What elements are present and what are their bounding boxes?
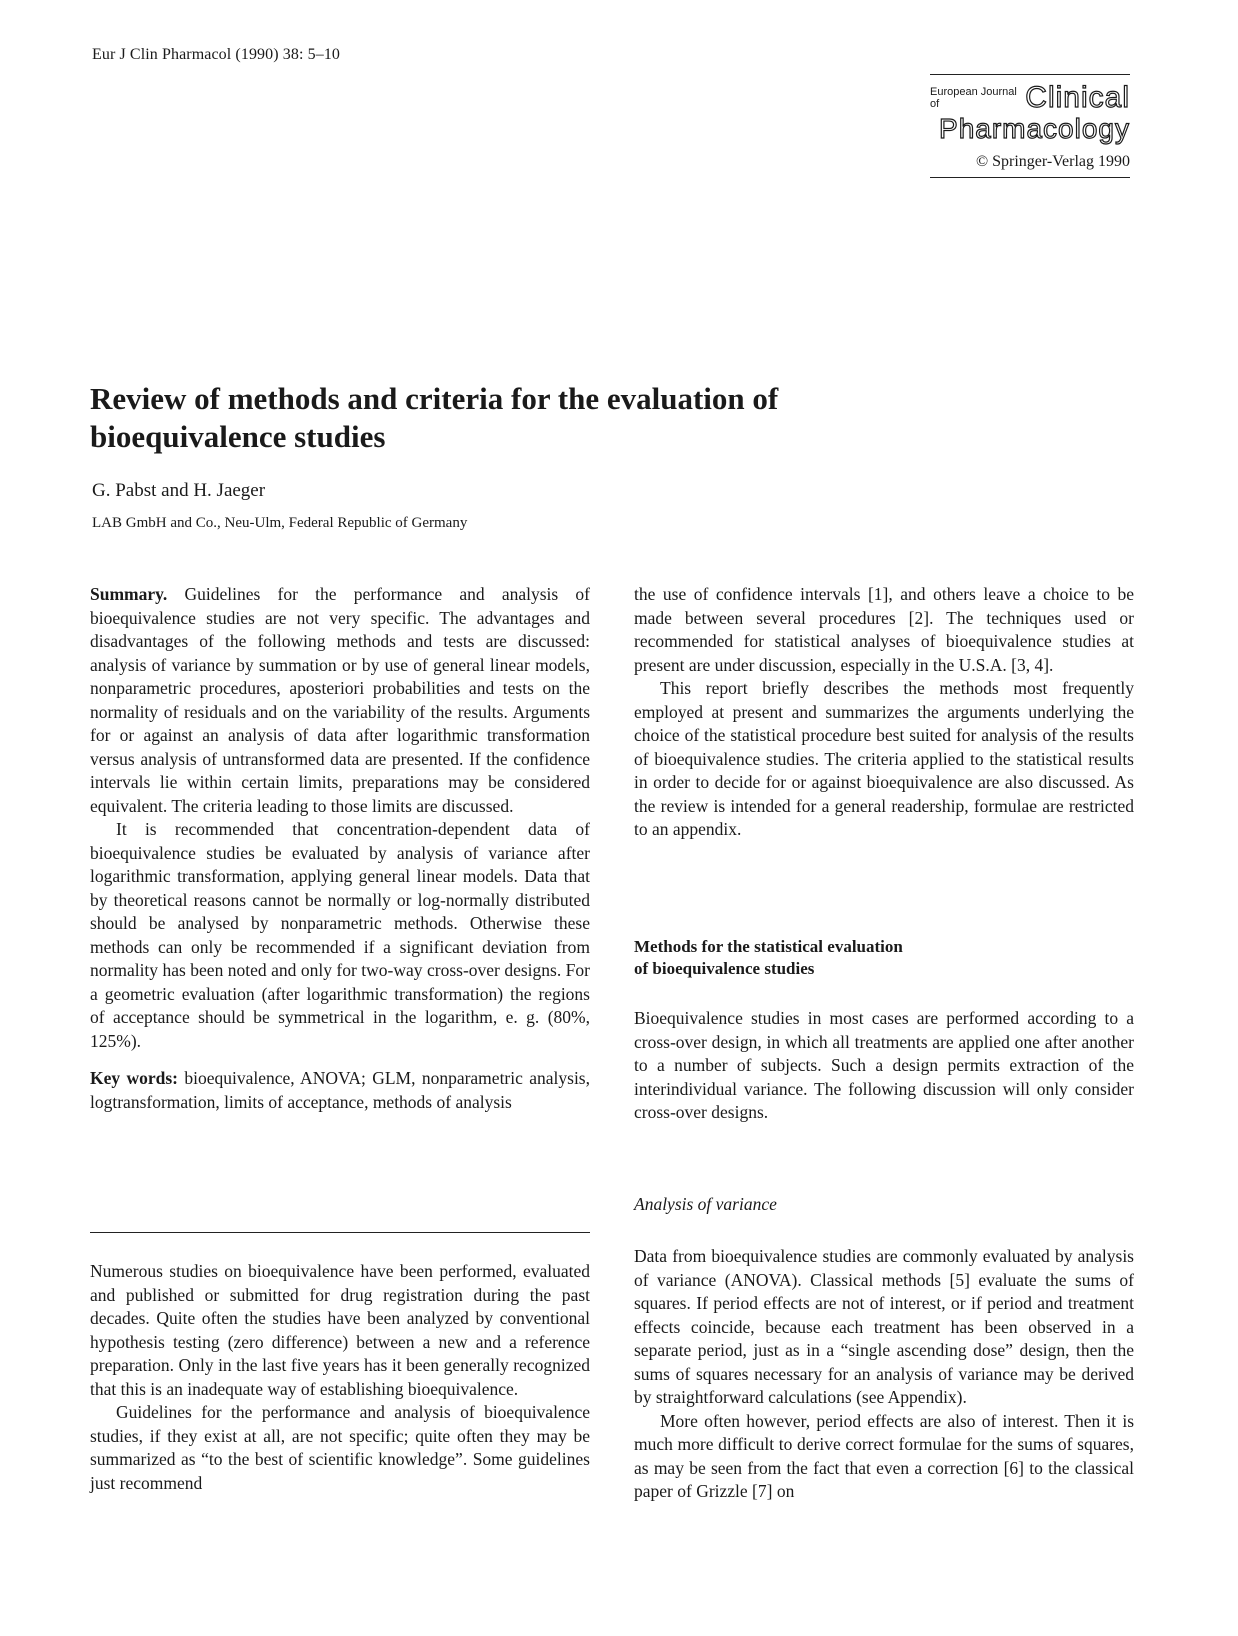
intro-paragraph-1: Numerous studies on bioequivalence have been performed, evaluated and published or submitted for drug registration during the past decades. Quite often the studies have been analyzed by conventional hypothesis testing (zero difference) between a new and a reference preparation. Only in the last five years has it been generally recognized that this is an inadequate way of establishing bioequivalence.: [90, 1261, 590, 1399]
methods-intro-block: [634, 1007, 1134, 1125]
journal-logo-clinical: Clinical: [1025, 81, 1130, 114]
right-paragraph-4: Data from bioequivalence studies are commonly evaluated by analysis of variance (ANOVA). Classical methods [5] evaluate the sums of squares. If period effects are not of interest, or if period and treatment effects coincide, because each treatment has been observed in a separate period, just as in a “single ascending dose” design, then the sums of squares necessary for an analysis of variance may be derived by straightforward calculations (see Appendix).: [634, 1246, 1134, 1407]
summary-label: Summary.: [90, 584, 168, 604]
left-column-top: [90, 583, 590, 1114]
summary-paragraph: [90, 583, 590, 818]
journal-logo-line2: [930, 113, 1130, 145]
section-heading-line-2: of bioequivalence studies: [634, 959, 815, 978]
right-paragraph-2: This report briefly describes the methods most frequently employed at present and summarizes the arguments underlying the choice of the statistical procedure best suited for analysis of the results of bioequivalence studies. The criteria applied to the statistical results in order to decide for or against bioequivalence are also discussed. As the review is intended for a general readership, formulae are restricted to an appendix.: [634, 678, 1134, 839]
journal-logo-line1: [930, 83, 1130, 113]
right-paragraph-3: Bioequivalence studies in most cases are performed according to a cross-over design, in which all treatments are applied one after another to a number of subjects. Such a design permits extraction of the interindividual variance. The following discussion will only consider cross-over designs.: [634, 1008, 1134, 1122]
keywords-text: bioequivalence, ANOVA; GLM, nonparametric analysis, logtransformation, limits of acceptance, methods of analysis: [90, 1068, 590, 1112]
journal-citation: Eur J Clin Pharmacol (1990) 38: 5–10: [92, 46, 341, 63]
right-column-top: [634, 583, 1134, 842]
journal-logo-small-text: European Journal of: [930, 86, 1017, 110]
publisher-copyright: © Springer-Verlag 1990: [975, 153, 1130, 170]
article-authors: G. Pabst and H. Jaeger: [92, 480, 266, 501]
journal-logo-pharmacology: Pharmacology: [939, 113, 1130, 144]
left-column-intro: [90, 1260, 590, 1495]
section-heading-line-1: Methods for the statistical evaluation: [634, 937, 903, 956]
methods-section-heading: [634, 936, 1134, 980]
section-divider: [90, 1232, 590, 1233]
subsection-heading: Analysis of variance: [634, 1194, 777, 1214]
intro-paragraph-2: Guidelines for the performance and analysis of bioequivalence studies, if they exist at all, are not specific; quite often they may be summarized as “to the best of scientific knowledge”. Some guidelines just recommend: [90, 1402, 590, 1493]
journal-logo-box: [930, 74, 1130, 178]
article-affiliation: LAB GmbH and Co., Neu-Ulm, Federal Republic of Germany: [92, 515, 468, 531]
anova-block: [634, 1245, 1134, 1504]
keywords-label: Key words:: [90, 1068, 179, 1088]
anova-subsection-heading: [634, 1193, 1134, 1217]
right-paragraph-1: the use of confidence intervals [1], and others leave a choice to be made between several procedures [2]. The techniques used or recommended for statistical analyses of bioequivalence studies at present are under discussion, especially in the U.S.A. [3, 4].: [634, 584, 1134, 675]
summary-text: Guidelines for the performance and analysis of bioequivalence studies are not very specific. The advantages and disadvantages of the following methods and tests are discussed: analysis of variance by summation or by use of general linear models, nonparametric procedures, aposteriori probabilities and tests on the normality of residuals and on the variability of the results. Arguments for or against an analysis of data after logarithmic transformation versus analysis of untransformed data are presented. If the confidence intervals lie within certain limits, preparations may be considered equivalent. The criteria leading to those limits are discussed.: [90, 584, 590, 816]
summary-paragraph-2: It is recommended that concentration-dependent data of bioequivalence studies be evaluated by analysis of variance after logarithmic transformation, applying general linear models. Data that by theoretical reasons cannot be normally or log-normally distributed should be analysed by nonparametric methods. Otherwise these methods can only be recommended if a significant deviation from normality has been noted and only for two-way cross-over designs. For a geometric evaluation (after logarithmic transformation) the regions of acceptance should be symmetrical in the logarithm, e. g. (80%, 125%).: [90, 819, 590, 1051]
keywords-paragraph: [90, 1067, 590, 1114]
right-paragraph-5: More often however, period effects are also of interest. Then it is much more difficult to derive correct formulae for the sums of squares, as may be seen from the fact that even a correction [6] to the classical paper of Grizzle [7] on: [634, 1410, 1134, 1501]
article-title: Review of methods and criteria for the evaluation of bioequivalence studies: [90, 381, 779, 454]
